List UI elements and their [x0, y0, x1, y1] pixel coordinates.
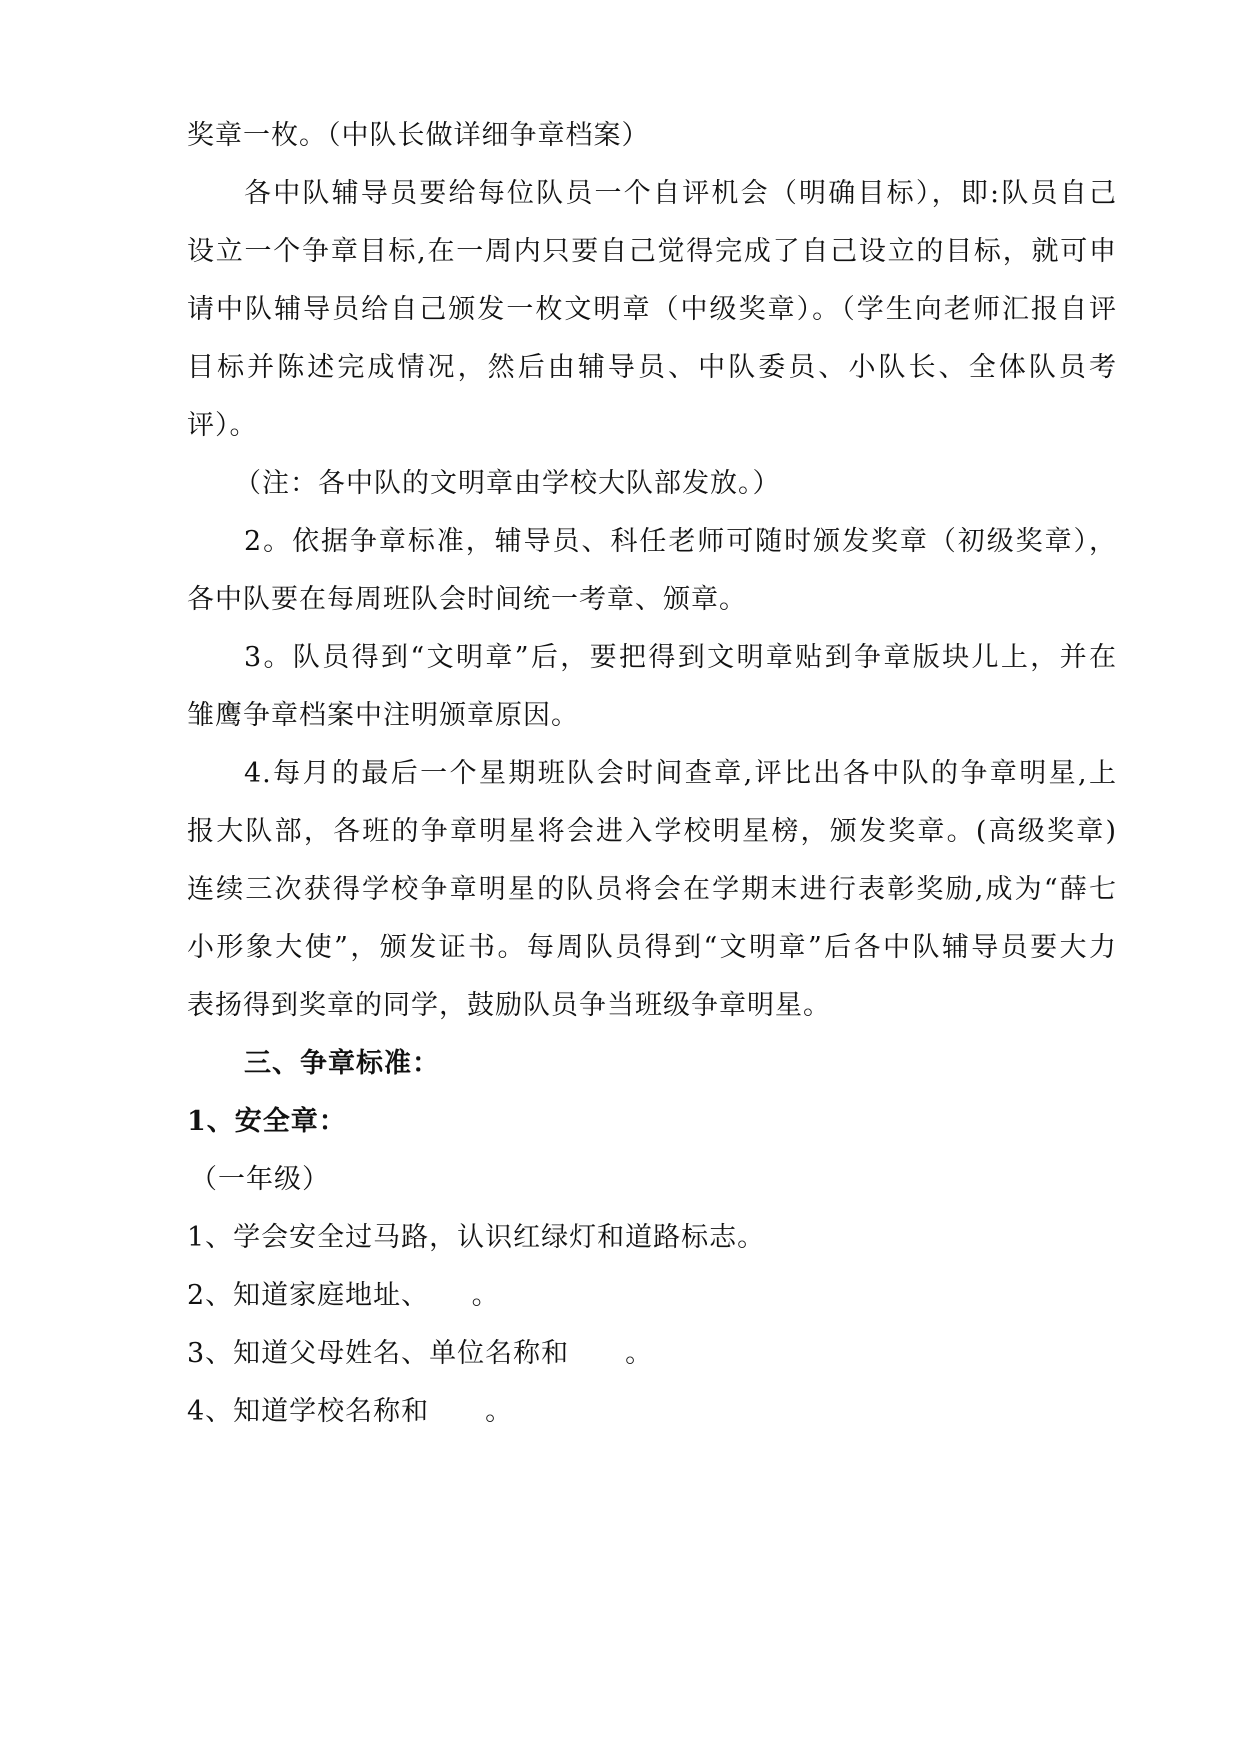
paragraph-line: 3。队员得到“文明章”后，要把得到文明章贴到争章版块儿上，并在 [244, 642, 1117, 673]
list-item: 2、知道家庭地址、 。 [187, 1280, 500, 1311]
section-heading: 三、争章标准： [244, 1048, 440, 1079]
paragraph-line: 4.每月的最后一个星期班队会时间查章,评比出各中队的争章明星,上 [244, 758, 1117, 789]
paragraph-line: 各中队辅导员要给每位队员一个自评机会（明确目标），即:队员自己 [244, 178, 1117, 209]
list-item: 4、知道学校名称和 。 [187, 1396, 514, 1427]
paragraph-line: 雏鹰争章档案中注明颁章原因。 [187, 700, 579, 731]
paragraph-line: 评）。 [187, 410, 258, 441]
paragraph-line: 各中队要在每周班队会时间统一考章、颁章。 [187, 584, 747, 615]
paragraph-line: 请中队辅导员给自己颁发一枚文明章（中级奖章）。（学生向老师汇报自评 [187, 294, 1117, 325]
paragraph-line: 小形象大使”，颁发证书。每周队员得到“文明章”后各中队辅导员要大力 [187, 932, 1117, 963]
paragraph-line: 报大队部，各班的争章明星将会进入学校明星榜，颁发奖章。(高级奖章) [187, 816, 1117, 847]
subsection-heading: 1、安全章： [187, 1106, 347, 1137]
paragraph-line: 设立一个争章目标,在一周内只要自己觉得完成了自己设立的目标，就可申 [187, 236, 1117, 267]
paragraph-line: 奖章一枚。（中队长做详细争章档案） [187, 120, 650, 151]
grade-label: （一年级） [190, 1164, 330, 1195]
paragraph-line: 连续三次获得学校争章明星的队员将会在学期末进行表彰奖励,成为“薛七 [187, 874, 1117, 905]
note-line: （注：各中队的文明章由学校大队部发放。） [234, 468, 781, 499]
list-item: 3、知道父母姓名、单位名称和 。 [187, 1338, 654, 1369]
paragraph-line: 2。依据争章标准，辅导员、科任老师可随时颁发奖章（初级奖章）， [244, 526, 1117, 557]
list-item: 1、学会安全过马路，认识红绿灯和道路标志。 [187, 1222, 766, 1253]
paragraph-line: 目标并陈述完成情况，然后由辅导员、中队委员、小队长、全体队员考 [187, 352, 1117, 383]
paragraph-line: 表扬得到奖章的同学，鼓励队员争当班级争章明星。 [187, 990, 831, 1021]
